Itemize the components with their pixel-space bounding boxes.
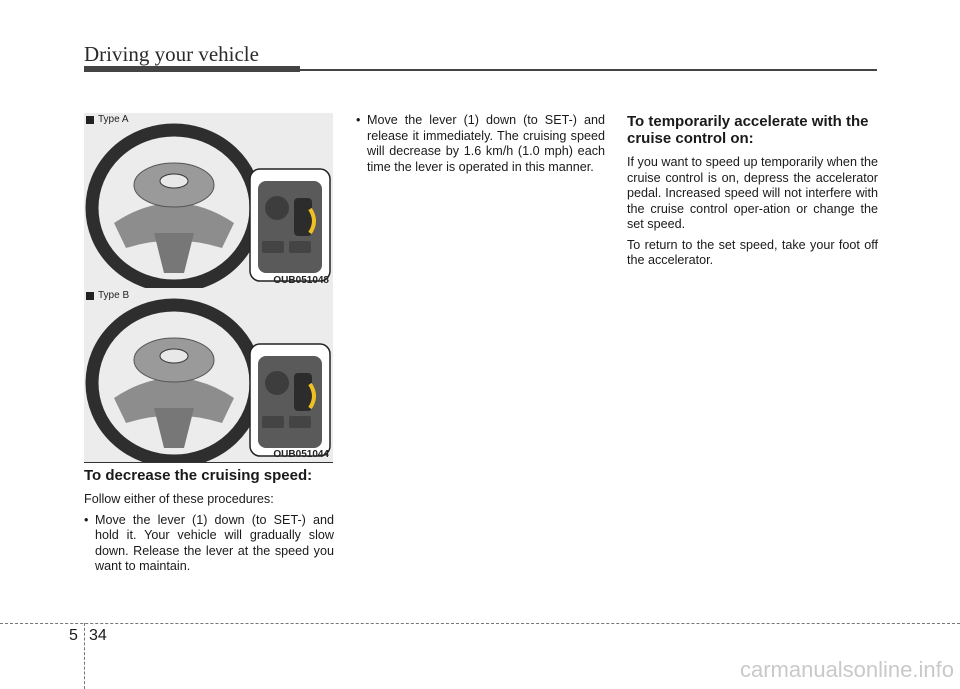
section-heading: To decrease the cruising speed: [84,467,313,484]
steering-wheel-figure-a [84,113,333,288]
paragraph: To return to the set speed, take your foot off the accelerator. [627,237,878,267]
figure-a-label: Type A [86,114,129,125]
header-rule-thick [84,66,300,72]
section-intro: Follow either of these procedures: [84,492,274,506]
chapter-number: 5 [69,627,78,644]
figure-b-label: Type B [86,290,129,301]
procedure-list [84,513,334,575]
watermark: carmanualsonline.info [739,657,954,682]
page-header-title: Driving your vehicle [84,42,259,66]
steering-wheel-illustration [84,113,333,288]
list-item: • Move the lever (1) down (to SET-) and hold it. Your vehicle will gradually slow down. Release the lever at the speed you want to maintain. [84,513,334,575]
header-rule-thin [300,69,877,71]
footer-divider [84,623,85,689]
procedure-list [356,113,605,175]
square-bullet-icon [86,116,94,124]
footer-rule [0,623,960,624]
figure-divider [84,462,333,463]
section-heading: To temporarily accelerate with the cruise control on: [627,113,869,147]
page-number: 34 [89,627,107,644]
figure-a-code: OUB051048 [273,275,329,286]
decrease-speed-continued [356,113,605,179]
steering-wheel-illustration [84,288,333,462]
decrease-speed-section [84,467,334,579]
paragraph: If you want to speed up temporarily when the cruise control is on, depress the accelerator pedal. Increased speed will not interfere with the cruise control oper-ation or change the set speed. [627,155,878,231]
accelerate-section [627,113,878,274]
list-item: • Move the lever (1) down (to SET-) and release it immediately. The cruising speed will decrease by 1.6 km/h (1.0 mph) each time the lever is operated in this manner. [356,113,605,175]
steering-wheel-figure-b [84,288,333,462]
figure-b-code: OUB051044 [273,449,329,460]
square-bullet-icon [86,292,94,300]
